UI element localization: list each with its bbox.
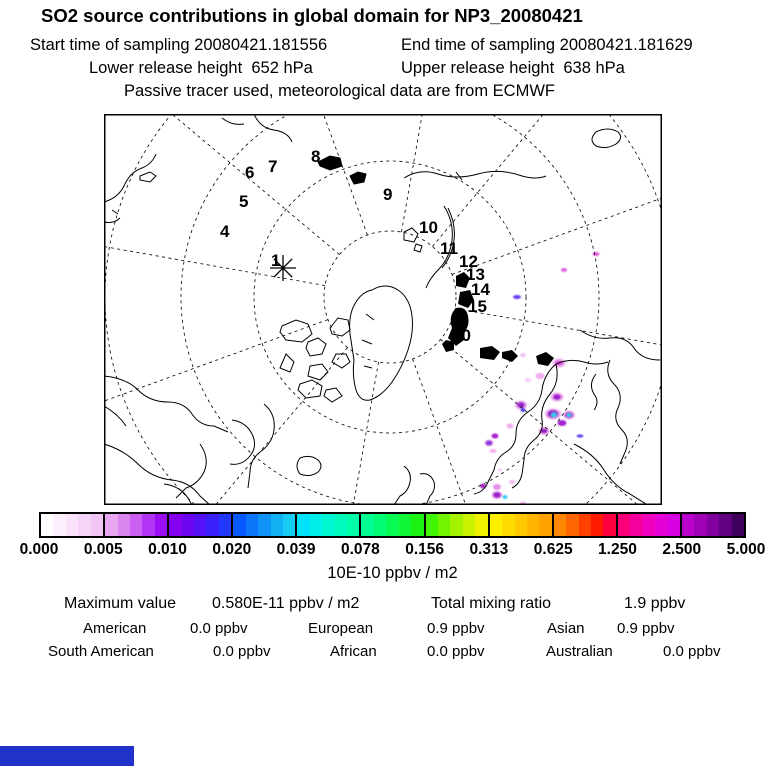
concentration-spot [507, 424, 514, 429]
colorbar-cell [707, 514, 719, 536]
colorbar-cell [246, 514, 258, 536]
concentration-spot [577, 435, 584, 438]
concentration-spot [525, 378, 532, 382]
trajectory-day-label: 6 [245, 163, 255, 182]
colorbar-segment [41, 514, 103, 536]
colorbar-cell [630, 514, 642, 536]
colorbar-cell [411, 514, 423, 536]
trajectory-day-label: 4 [220, 222, 230, 241]
colorbar-cell [142, 514, 154, 536]
meridian-line [441, 339, 662, 505]
colorbar-cell [719, 514, 731, 536]
colorbar-cell [655, 514, 667, 536]
colorbar-cell [169, 514, 181, 536]
meridian-line [452, 150, 662, 274]
tracer-note-text: Passive tracer used, meteorological data are from ECMWF [124, 82, 555, 100]
region-asian-label: Asian [547, 620, 585, 637]
colorbar-segment [167, 514, 231, 536]
colorbar-cell [591, 514, 603, 536]
concentration-spot [493, 492, 501, 498]
colorbar-cell [450, 514, 462, 536]
colorbar-cell [475, 514, 487, 536]
colorbar-cell [130, 514, 142, 536]
colorbar-cell [618, 514, 630, 536]
region-south-american-label: South American [48, 643, 154, 660]
colorbar-cell [539, 514, 551, 536]
colorbar-cell [297, 514, 309, 536]
meridian-line [432, 114, 662, 246]
region-asian-value: 0.9 ppbv [617, 620, 675, 637]
colorbar-cell [732, 514, 744, 536]
region-australian-label: Australian [546, 643, 613, 660]
colorbar-cell [426, 514, 438, 536]
colorbar-unit-label: 10E-10 ppbv / m2 [327, 564, 458, 582]
colorbar-segment [552, 514, 616, 536]
concentration-spot [503, 495, 508, 499]
colorbar-cell [78, 514, 90, 536]
colorbar-cell [694, 514, 706, 536]
colorbar-cell [399, 514, 411, 536]
end-time-text: End time of sampling 20080421.181629 [401, 36, 693, 54]
colorbar-cell [374, 514, 386, 536]
concentration-field [480, 252, 600, 505]
colorbar-segment [231, 514, 295, 536]
trajectory-day-label: 7 [268, 157, 278, 176]
lower-release-text: Lower release height 652 hPa [89, 59, 313, 77]
colorbar-cell [335, 514, 347, 536]
colorbar-tick-label: 0.313 [469, 541, 509, 558]
release-marker [270, 251, 296, 281]
colorbar-tick-label: 0.078 [340, 541, 380, 558]
colorbar-cell [206, 514, 218, 536]
colorbar-cell [463, 514, 475, 536]
concentration-spot [553, 394, 561, 400]
concentration-spot [551, 413, 557, 418]
total-mixing-ratio-value: 1.9 ppbv [624, 595, 686, 612]
region-african-value: 0.0 ppbv [427, 643, 485, 660]
trajectory-day-label: 5 [239, 192, 249, 211]
colorbar-cell [53, 514, 65, 536]
colorbar-tick-label: 1.250 [598, 541, 637, 558]
colorbar-tick-label: 0.039 [276, 541, 316, 558]
concentration-spot [492, 434, 499, 439]
colorbar-segment [424, 514, 488, 536]
colorbar-cell [66, 514, 78, 536]
meridian-line [114, 348, 348, 505]
colorbar-cell [579, 514, 591, 536]
colorbar-cell [283, 514, 295, 536]
colorbar-tick-label: 0.005 [83, 541, 123, 558]
colorbar-cell [194, 514, 206, 536]
colorbar-cell [310, 514, 322, 536]
colorbar-cell [271, 514, 283, 536]
trajectory-day-label: 13 [466, 265, 485, 284]
concentration-spot [513, 295, 521, 299]
concentration-spot [593, 252, 600, 256]
colorbar-cell [438, 514, 450, 536]
colorbar-cell [219, 514, 231, 536]
colorbar [39, 512, 746, 538]
concentration-spot [567, 413, 572, 417]
colorbar-segment [680, 514, 744, 536]
colorbar-cell [554, 514, 566, 536]
colorbar-cell [566, 514, 578, 536]
colorbar-segment [488, 514, 552, 536]
concentration-spot [493, 484, 501, 490]
trajectory-day-label: 9 [383, 185, 393, 204]
map-svg [104, 114, 662, 505]
colorbar-cell [490, 514, 502, 536]
colorbar-cell [502, 514, 514, 536]
colorbar-cell [668, 514, 680, 536]
colorbar-tick-label: 2.500 [662, 541, 702, 558]
latitude-circle [324, 231, 456, 363]
figure-title: SO2 source contributions in global domain for NP3_20080421 [41, 5, 583, 26]
trajectory-day-label: 12 [459, 252, 478, 271]
region-american-value: 0.0 ppbv [190, 620, 248, 637]
maximum-value-label: Maximum value [64, 595, 177, 612]
colorbar-cell [233, 514, 245, 536]
upper-release-text: Upper release height 638 hPa [401, 59, 625, 77]
colorbar-cell [643, 514, 655, 536]
trajectory-day-label: 20 [452, 326, 471, 345]
colorbar-segment [616, 514, 680, 536]
maximum-value: 0.580E-11 ppbv / m2 [212, 595, 360, 612]
concentration-spot [509, 480, 515, 484]
colorbar-tick-label: 0.020 [212, 541, 252, 558]
region-american-label: American [83, 620, 147, 637]
colorbar-cell [682, 514, 694, 536]
colorbar-tick-label: 0.010 [148, 541, 187, 558]
meridian-line [104, 320, 328, 444]
trajectory-day-label: 8 [311, 147, 321, 166]
colorbar-cell [361, 514, 373, 536]
colorbar-tick-label: 0.156 [405, 541, 445, 558]
colorbar-cell [182, 514, 194, 536]
colorbar-cell [105, 514, 117, 536]
total-mixing-ratio-label: Total mixing ratio [431, 595, 552, 612]
region-european-value: 0.9 ppbv [427, 620, 485, 637]
colorbar-cell [527, 514, 539, 536]
trajectory-day-label: 11 [440, 239, 458, 258]
colorbar-tick-label: 0.000 [19, 541, 59, 558]
trajectory-day-label: 14 [471, 280, 490, 299]
colorbar-cell [91, 514, 103, 536]
trajectory-day-label: 15 [468, 297, 487, 316]
start-time-text: Start time of sampling 20080421.181556 [30, 36, 328, 54]
coastlines [104, 114, 660, 505]
region-australian-value: 0.0 ppbv [663, 643, 721, 660]
trajectory-day-label: 10 [419, 218, 438, 237]
bottom-blue-bar [0, 746, 134, 766]
release-marker-label: 1 [271, 251, 281, 270]
concentration-spot [521, 408, 526, 412]
colorbar-cell [515, 514, 527, 536]
colorbar-cell [322, 514, 334, 536]
concentration-spot [536, 373, 545, 379]
colorbar-segment [359, 514, 423, 536]
region-european-label: European [308, 620, 374, 637]
coastal-blobs [442, 272, 554, 366]
latitude-circle [181, 114, 599, 505]
meridian-line [315, 362, 378, 505]
region-african-label: African [330, 643, 377, 660]
concentration-spot [498, 469, 503, 472]
concentration-spot [487, 442, 491, 445]
concentration-spot [490, 449, 497, 453]
concentration-spot [558, 420, 567, 426]
region-south-american-value: 0.0 ppbv [213, 643, 271, 660]
colorbar-cell [347, 514, 359, 536]
colorbar-tick-label: 0.625 [533, 541, 573, 558]
colorbar-segment [295, 514, 359, 536]
concentration-spot [561, 268, 567, 272]
colorbar-tick-label: 5.000 [726, 541, 766, 558]
colorbar-cell [155, 514, 167, 536]
colorbar-cell [386, 514, 398, 536]
colorbar-tick-labels [19, 541, 766, 559]
colorbar-cell [118, 514, 130, 536]
colorbar-cell [258, 514, 270, 536]
colorbar-cell [41, 514, 53, 536]
colorbar-cell [603, 514, 615, 536]
colorbar-segment [103, 514, 167, 536]
concentration-spot [520, 353, 526, 357]
